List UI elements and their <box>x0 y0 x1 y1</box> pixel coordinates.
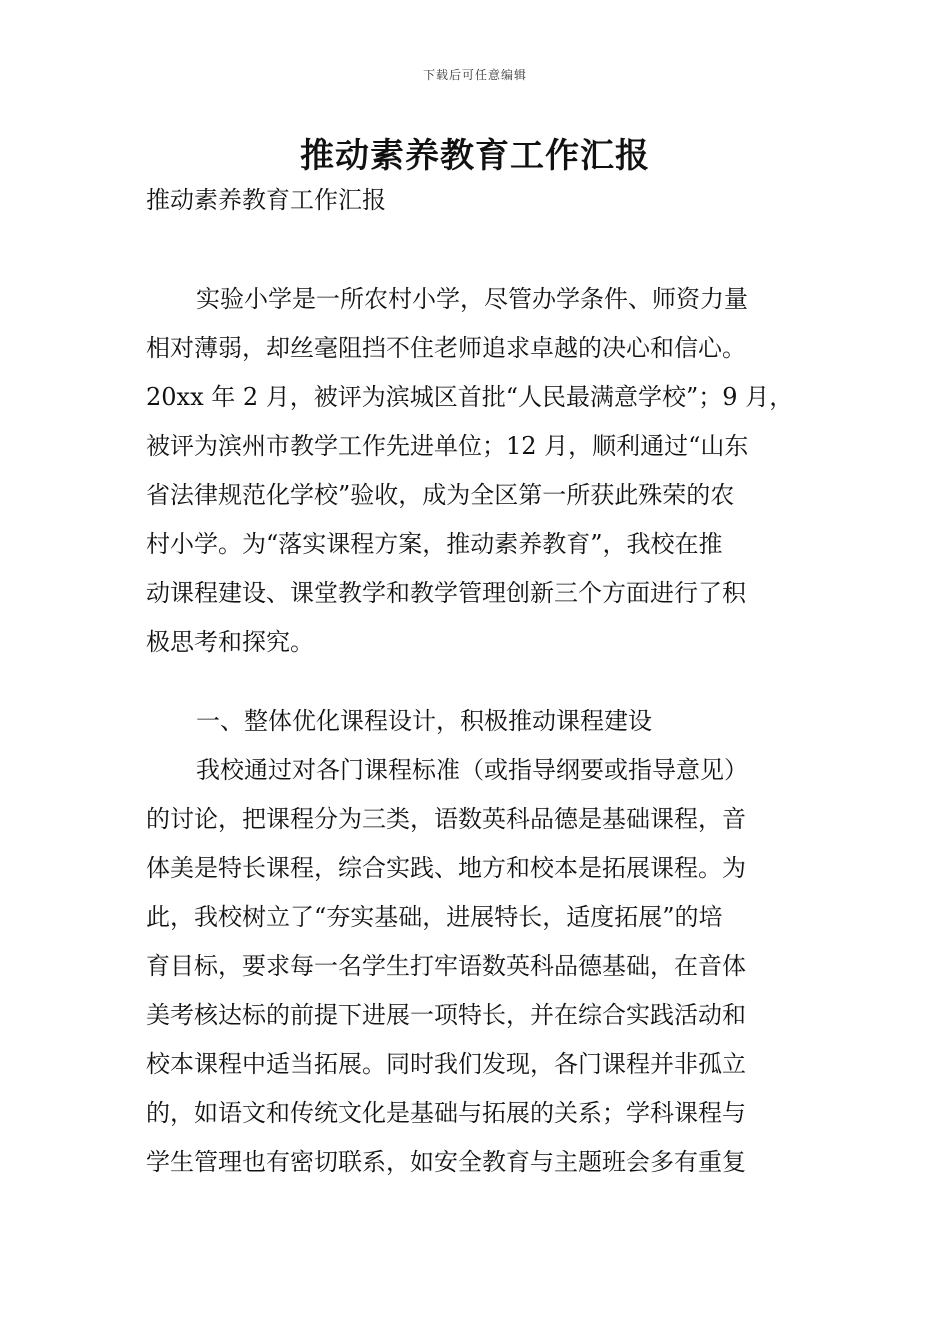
paragraph-line: 我校通过对各门课程标准（或指导纲要或指导意见） <box>196 756 748 784</box>
paragraph-line: 的讨论，把课程分为三类，语数英科品德是基础课程，音 <box>146 805 746 833</box>
paragraph-line: 实验小学是一所农村小学，尽管办学条件、师资力量 <box>196 285 748 313</box>
paragraph-line: 育目标，要求每一名学生打牢语数英科品德基础，在音体 <box>146 952 746 980</box>
paragraph-line: 美考核达标的前提下进展一项特长，并在综合实践活动和 <box>146 1001 746 1029</box>
paragraph-line: 此，我校树立了“夯实基础，进展特长，适度拓展”的培 <box>146 903 723 931</box>
paragraph-line: 村小学。为“落实课程方案，推动素养教育”，我校在推 <box>146 530 723 558</box>
paragraph-line: 20xx 年 2 月，被评为滨城区首批“人民最满意学校”；9 月， <box>146 383 794 411</box>
paragraph-line: 体美是特长课程，综合实践、地方和校本是拓展课程。为 <box>146 854 746 882</box>
paragraph-line: 动课程建设、课堂教学和教学管理创新三个方面进行了积 <box>146 579 746 607</box>
document-title: 推动素养教育工作汇报 <box>300 136 650 176</box>
header-note: 下载后可任意编辑 <box>422 68 527 82</box>
paragraph-line: 学生管理也有密切联系，如安全教育与主题班会多有重复 <box>146 1148 746 1176</box>
paragraph-line: 的，如语文和传统文化是基础与拓展的关系；学科课程与 <box>146 1099 746 1127</box>
paragraph-line: 被评为滨州市教学工作先进单位；12 月，顺利通过“山东 <box>146 432 749 460</box>
section-heading <box>146 697 826 746</box>
paragraph-line: 省法律规范化学校”验收，成为全区第一所获此殊荣的农 <box>146 481 735 509</box>
paragraph-line: 相对薄弱，却丝毫阻挡不住老师追求卓越的决心和信心。 <box>146 334 746 362</box>
document-subtitle: 推动素养教育工作汇报 <box>146 186 386 214</box>
paragraph-line: 校本课程中适当拓展。同时我们发现，各门课程并非孤立 <box>146 1050 746 1078</box>
paragraph-intro <box>146 275 826 667</box>
paragraph-curriculum <box>146 746 826 1187</box>
paragraph-line: 极思考和探究。 <box>146 628 314 656</box>
section-heading-text: 一、整体优化课程设计，积极推动课程建设 <box>196 707 652 735</box>
